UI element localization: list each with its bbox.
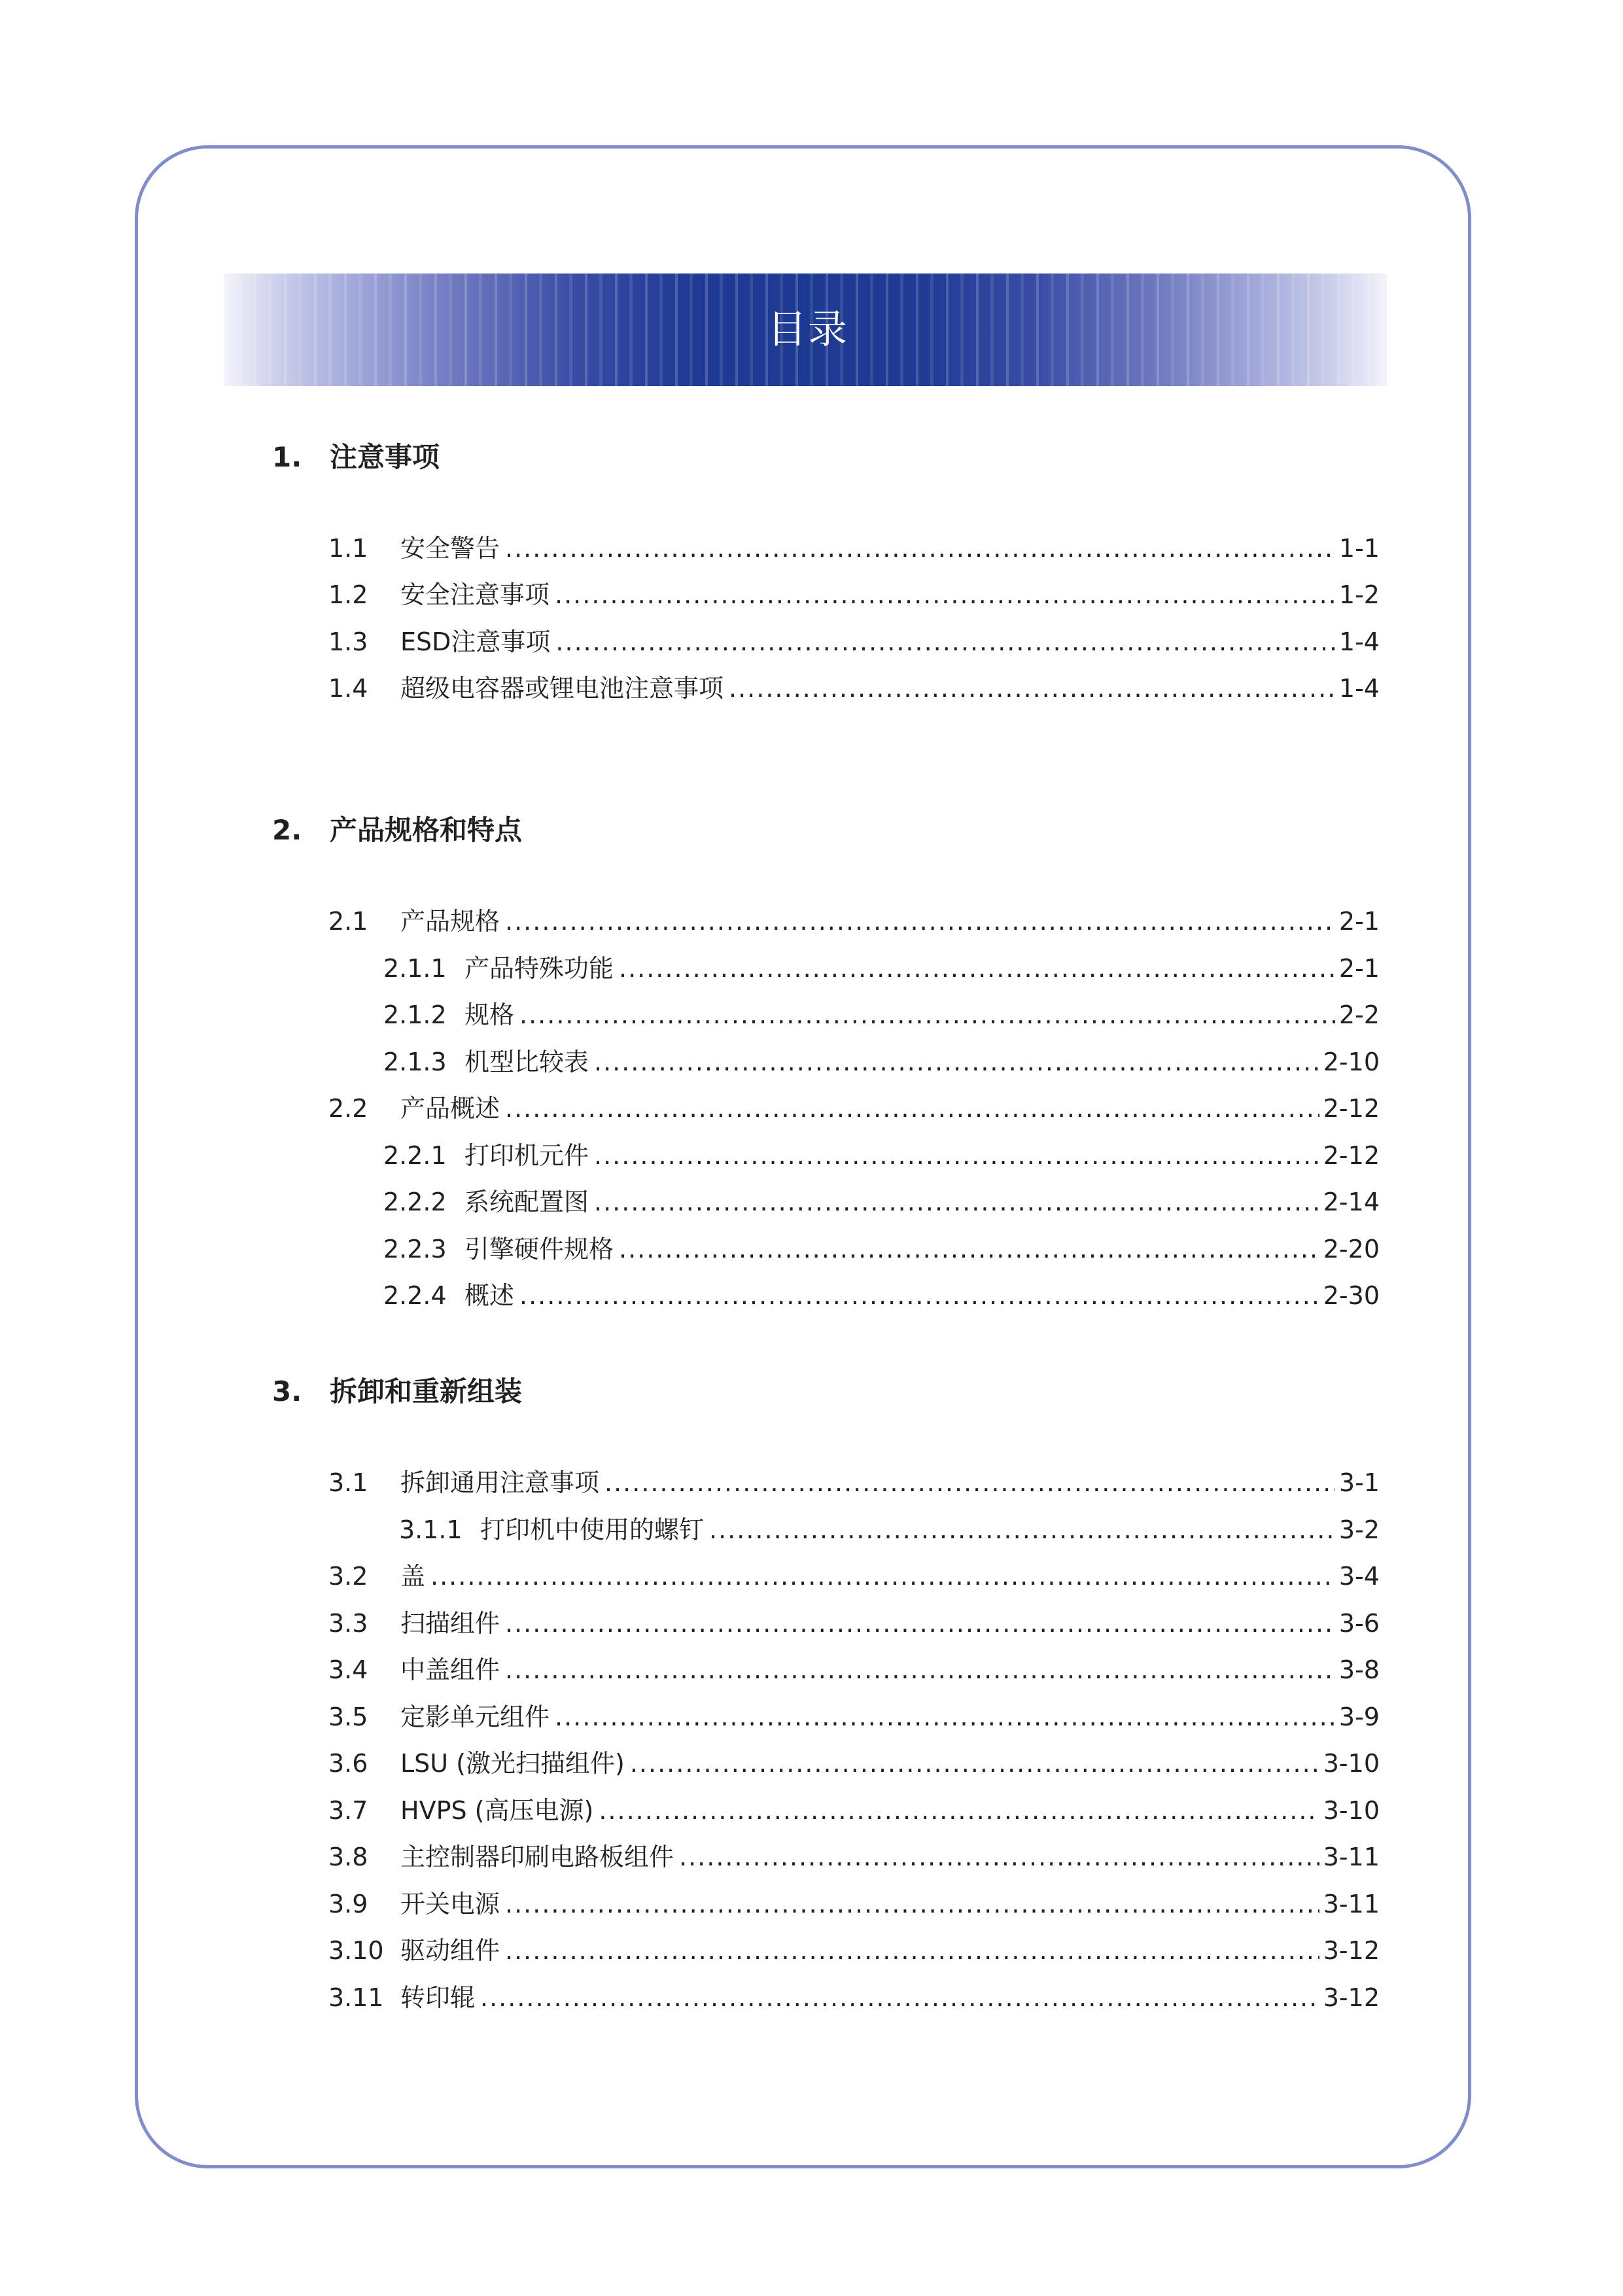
entry-label: 定影单元组件 [400,1703,550,1731]
entry-label: 引擎硬件规格 [464,1235,614,1263]
entry-number: 3.2 [328,1562,368,1591]
entry-page: 2-14 [1323,1188,1380,1216]
entry-page: 1-1 [1338,534,1380,563]
entry-page: 3-11 [1323,1890,1380,1918]
entry-page: 2-12 [1323,1141,1380,1170]
dot-leader [594,1184,1319,1220]
entry-number: 2.2.3 [383,1235,447,1263]
entry-label: 转印辊 [400,1983,476,2012]
entry-label: 安全警告 [400,534,500,563]
toc-entry-2-1-1[interactable] [383,950,1380,987]
entry-number: 2.1 [328,907,368,936]
toc-entry-2-2-3[interactable] [383,1231,1380,1267]
entry-page: 3-1 [1338,1468,1380,1497]
entry-page: 3-2 [1338,1515,1380,1544]
dot-leader [619,1231,1319,1267]
toc-entry-3-10[interactable] [328,1932,1380,1969]
entry-page: 3-8 [1338,1655,1380,1684]
entry-label: LSU (激光扫描组件) [400,1749,625,1778]
dot-leader [430,1558,1335,1595]
entry-number: 3.7 [328,1796,368,1825]
toc-entry-1-2[interactable] [328,576,1380,613]
dot-leader [709,1511,1335,1548]
section-title: 注意事项 [330,441,440,473]
toc-entry-3-6[interactable] [328,1745,1380,1782]
toc-entry-3-7[interactable] [328,1792,1380,1829]
entry-label: 概述 [464,1281,515,1310]
entry-label: 产品规格 [400,907,500,936]
entry-label: 主控制器印刷电路板组件 [400,1843,674,1871]
entry-number: 3.1 [328,1468,368,1497]
dot-leader [505,1886,1319,1922]
entry-number: 3.6 [328,1749,368,1778]
entry-label: 开关电源 [400,1890,500,1918]
section-number: 2. [272,814,302,846]
entry-label: 产品概述 [400,1094,500,1123]
entry-page: 3-4 [1338,1562,1380,1591]
entry-page: 2-20 [1323,1235,1380,1263]
title-banner [224,274,1387,386]
entry-page: 2-2 [1338,1000,1380,1029]
entry-label: 规格 [464,1000,515,1029]
dot-leader [729,670,1335,707]
toc-entry-3-1[interactable] [328,1464,1380,1501]
toc-entry-3-5[interactable] [328,1699,1380,1735]
entry-label: 中盖组件 [400,1655,500,1684]
entry-page: 2-30 [1323,1281,1380,1310]
toc-entry-1-3[interactable] [328,624,1380,660]
entry-label: 系统配置图 [464,1188,589,1216]
entry-number: 2.1.3 [383,1048,447,1076]
entry-label: 超级电容器或锂电池注意事项 [400,674,724,703]
entry-label: 盖 [400,1562,426,1591]
section-title: 产品规格和特点 [330,814,523,846]
toc-entry-3-1-1[interactable] [399,1511,1380,1548]
toc-entry-3-8[interactable] [328,1839,1380,1875]
dot-leader [505,530,1335,567]
entry-label: 拆卸通用注意事项 [400,1468,600,1497]
entry-number: 3.3 [328,1609,368,1638]
toc-entry-2-2-2[interactable] [383,1184,1380,1220]
entry-number: 3.4 [328,1655,368,1684]
entry-page: 3-6 [1338,1609,1380,1638]
entry-number: 2.2.4 [383,1281,447,1310]
entry-number: 2.2.1 [383,1141,447,1170]
entry-page: 2-12 [1323,1094,1380,1123]
entry-number: 2.2 [328,1094,368,1123]
entry-number: 3.8 [328,1843,368,1871]
dot-leader [505,1605,1335,1642]
toc-entry-1-4[interactable] [328,670,1380,707]
entry-number: 3.1.1 [399,1515,462,1544]
dot-leader [604,1464,1335,1501]
entry-page: 1-2 [1338,580,1380,609]
entry-label: ESD注意事项 [400,627,551,656]
toc-entry-2-1[interactable] [328,903,1380,940]
dot-leader [630,1745,1319,1782]
toc-entry-3-2[interactable] [328,1558,1380,1595]
dot-leader [519,997,1335,1033]
entry-page: 1-4 [1338,627,1380,656]
toc-entry-3-11[interactable] [328,1979,1380,2016]
dot-leader [599,1792,1319,1829]
entry-number: 1.1 [328,534,368,563]
dot-leader [619,950,1335,987]
section-heading-2[interactable] [272,809,522,848]
entry-label: 打印机元件 [464,1141,589,1170]
entry-label: 扫描组件 [400,1609,500,1638]
dot-leader [480,1979,1319,2016]
section-number: 3. [272,1375,302,1407]
toc-entry-2-1-2[interactable] [383,997,1380,1033]
entry-number: 3.10 [328,1936,384,1965]
section-title: 拆卸和重新组装 [330,1375,523,1407]
entry-number: 1.2 [328,580,368,609]
entry-page: 3-11 [1323,1843,1380,1871]
dot-leader [505,1932,1319,1969]
section-heading-3[interactable] [272,1370,522,1409]
entry-label: HVPS (高压电源) [400,1796,594,1825]
entry-page: 3-9 [1338,1703,1380,1731]
entry-page: 2-1 [1338,907,1380,936]
toc-entry-2-2[interactable] [328,1090,1380,1127]
entry-number: 3.11 [328,1983,384,2012]
dot-leader [555,1699,1335,1735]
entry-label: 机型比较表 [464,1048,589,1076]
dot-leader [555,576,1335,613]
page-title: 目录 [767,307,848,353]
entry-label: 驱动组件 [400,1936,500,1965]
toc-entry-3-9[interactable] [328,1886,1380,1922]
entry-label: 打印机中使用的螺钉 [480,1515,705,1544]
toc-entry-3-3[interactable] [328,1605,1380,1642]
entry-page: 2-1 [1338,954,1380,983]
dot-leader [519,1277,1319,1314]
section-heading-1[interactable] [272,436,440,475]
entry-number: 3.9 [328,1890,368,1918]
dot-leader [555,624,1335,660]
toc-entry-2-2-1[interactable] [383,1137,1380,1174]
entry-page: 3-10 [1323,1796,1380,1825]
dot-leader [505,903,1335,940]
entry-number: 1.3 [328,627,368,656]
toc-entry-1-1[interactable] [328,530,1380,567]
entry-number: 3.5 [328,1703,368,1731]
entry-page: 2-10 [1323,1048,1380,1076]
entry-label: 安全注意事项 [400,580,550,609]
entry-page: 3-12 [1323,1936,1380,1965]
dot-leader [594,1044,1319,1080]
section-number: 1. [272,441,302,473]
toc-entry-2-2-4[interactable] [383,1277,1380,1314]
dot-leader [594,1137,1319,1174]
dot-leader [505,1651,1335,1688]
entry-page: 1-4 [1338,674,1380,703]
entry-label: 产品特殊功能 [464,954,614,983]
entry-number: 2.1.1 [383,954,447,983]
entry-page: 3-10 [1323,1749,1380,1778]
entry-number: 2.2.2 [383,1188,447,1216]
entry-number: 1.4 [328,674,368,703]
entry-number: 2.1.2 [383,1000,447,1029]
toc-entry-2-1-3[interactable] [383,1044,1380,1080]
entry-page: 3-12 [1323,1983,1380,2012]
toc-entry-3-4[interactable] [328,1651,1380,1688]
dot-leader [679,1839,1319,1875]
dot-leader [505,1090,1319,1127]
